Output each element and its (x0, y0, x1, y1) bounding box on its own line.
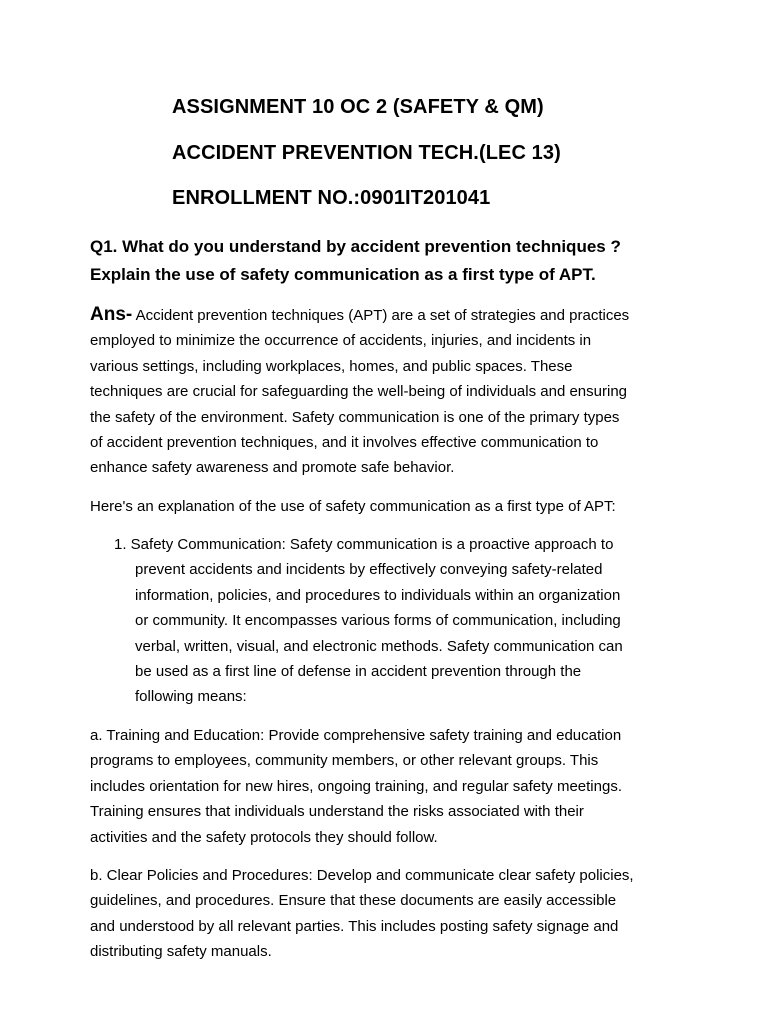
point-a-paragraph (90, 723, 690, 850)
point-b-line: guidelines, and procedures. Ensure that these documents are easily accessible (90, 892, 617, 910)
point-b-line: and understood by all relevant parties. This includes posting safety signage and (90, 917, 619, 935)
list-line: information, policies, and procedures to individuals within an organization (135, 586, 621, 604)
list-line: 1. Safety Communication: Safety communication is a proactive approach to (114, 536, 614, 553)
enrollment-number: ENROLLMENT NO.:0901IT201041 (172, 187, 491, 209)
point-a-line: Training ensures that individuals understand the risks associated with their (90, 803, 584, 821)
list-line: prevent accidents and incidents by effectively conveying safety-related (135, 561, 603, 579)
list-line: verbal, written, visual, and electronic methods. Safety communication can (135, 637, 623, 655)
question-heading (90, 233, 690, 289)
point-b-paragraph (90, 863, 690, 965)
answer-line (90, 302, 690, 328)
answer-line: of accident prevention techniques, and it involves effective communication to (90, 434, 599, 452)
assignment-title: ASSIGNMENT 10 OC 2 (SAFETY & QM) (172, 96, 544, 118)
question-line: Q1. What do you understand by accident prevention techniques ? (90, 237, 621, 256)
answer-line: the safety of the environment. Safety communication is one of the primary types (90, 408, 620, 426)
list-line: or community. It encompasses various forms of communication, including (135, 612, 621, 630)
answer-label: Ans- (90, 304, 133, 325)
answer-line: employed to minimize the occurrence of accidents, injuries, and incidents in (90, 332, 592, 350)
point-a-line: includes orientation for new hires, ongoing training, and regular safety meetings. (90, 777, 622, 795)
answer-paragraph (90, 302, 690, 481)
list-line: be used as a first line of defense in accident prevention through the (135, 663, 582, 681)
point-a-line: a. Training and Education: Provide comprehensive safety training and education (90, 727, 622, 744)
numbered-list-item (114, 532, 694, 710)
answer-line: enhance safety awareness and promote safe behavior. (90, 459, 455, 477)
answer-line-text: Accident prevention techniques (APT) are a set of strategies and practices (132, 307, 630, 324)
question-line: Explain the use of safety communication as a first type of APT. (90, 265, 596, 284)
point-b-line: distributing safety manuals. (90, 943, 272, 961)
point-a-line: programs to employees, community members, or other relevant groups. This (90, 752, 599, 770)
answer-line: various settings, including workplaces, homes, and public spaces. These (90, 357, 573, 375)
lecture-title: ACCIDENT PREVENTION TECH.(LEC 13) (172, 142, 561, 164)
answer-line: techniques are crucial for safeguarding the well-being of individuals and ensuring (90, 383, 627, 401)
point-b-line: b. Clear Policies and Procedures: Develop and communicate clear safety policies, (90, 867, 634, 884)
intro-paragraph (90, 494, 690, 519)
list-line: following means: (135, 688, 247, 706)
intro-line: Here's an explanation of the use of safety communication as a first type of APT: (90, 498, 616, 515)
point-a-line: activities and the safety protocols they should follow. (90, 828, 438, 846)
